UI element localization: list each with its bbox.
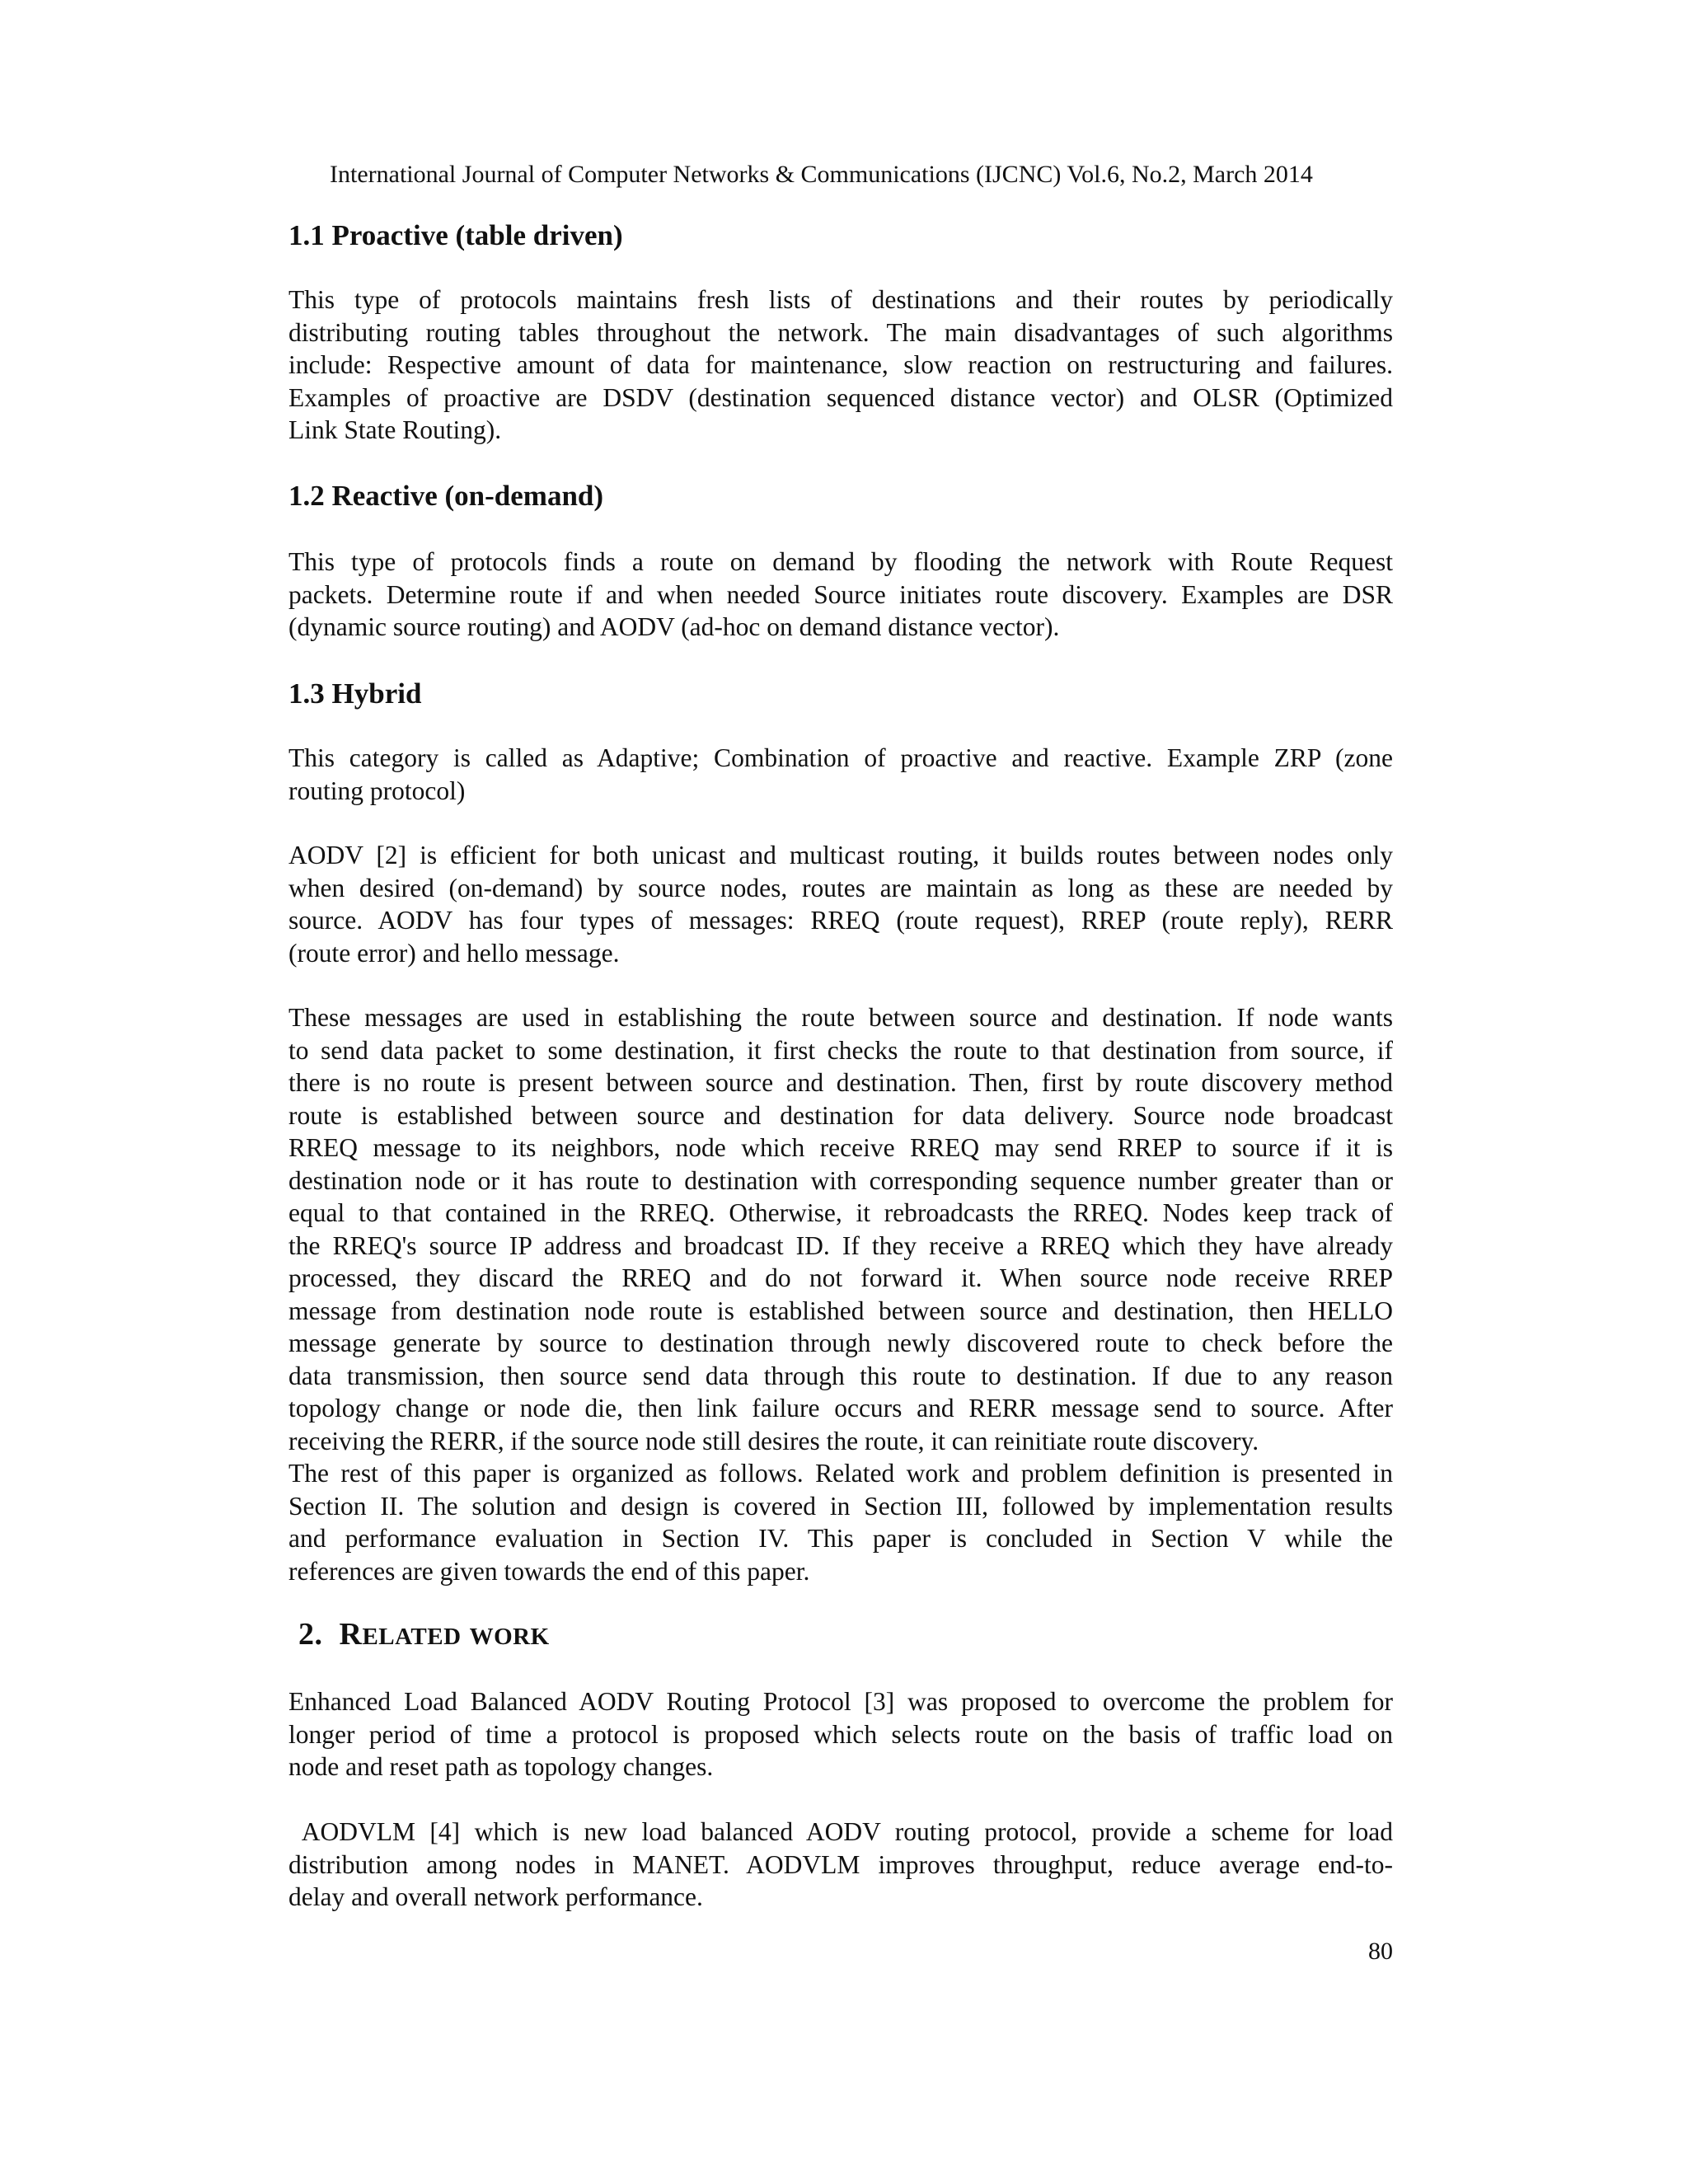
- text-line: distribution among nodes in MANET. AODVLM improves throughput, reduce average end-to-: [288, 1849, 1393, 1879]
- paragraph-related-work-2: [288, 1816, 1393, 1914]
- text-line: to send data packet to some destination, it first checks the route to that destination from source, if: [288, 1035, 1393, 1065]
- text-line: receiving the RERR, if the source node still desires the route, it can reinitiate route discovery.: [288, 1426, 1259, 1455]
- text-line: message generate by source to destination through newly discovered route to check before the: [288, 1329, 1393, 1357]
- paragraph-hybrid: [288, 742, 1393, 807]
- text-line: Link State Routing).: [288, 415, 502, 444]
- text-line: include: Respective amount of data for maintenance, slow reaction on restructuring and failures.: [288, 350, 1393, 379]
- text-line: processed, they discard the RREQ and do not forward it. When source node receive RREP: [288, 1263, 1393, 1292]
- text-line: message from destination node route is established between source and destination, then HELLO: [288, 1296, 1393, 1325]
- paragraph-related-work-1: [288, 1685, 1393, 1783]
- page-number: 80: [1368, 1938, 1393, 1965]
- heading-small-caps: ORK: [494, 1624, 550, 1650]
- text-line: delay and overall network performance.: [288, 1882, 703, 1911]
- text-line: routing protocol): [288, 776, 466, 805]
- text-line: node and reset path as topology changes.: [288, 1752, 714, 1781]
- heading-related-work: [298, 1615, 550, 1656]
- heading-hybrid: 1.3 Hybrid: [288, 677, 422, 710]
- text-line: These messages are used in establishing the route between source and destination. If node wants: [288, 1003, 1393, 1032]
- paragraph-aodv-messages: [288, 1001, 1393, 1457]
- paragraph-aodv-intro: [288, 839, 1393, 969]
- text-line: there is no route is present between source and destination. Then, first by route discovery method: [288, 1068, 1393, 1097]
- section-number: 2.: [298, 1617, 323, 1652]
- text-line: packets. Determine route if and when needed Source initiates route discovery. Examples are DSR: [288, 579, 1393, 609]
- text-line: source. AODV has four types of messages: RREQ (route request), RREP (route reply), RERR: [288, 906, 1393, 935]
- paragraph-organization: [288, 1457, 1393, 1587]
- running-header: International Journal of Computer Networks & Communications (IJCNC) Vol.6, No.2, March 2014: [330, 161, 1313, 188]
- paragraph-reactive: [288, 546, 1393, 644]
- heading-proactive: 1.1 Proactive (table driven): [288, 219, 623, 251]
- text-line: AODV [2] is efficient for both unicast and multicast routing, it builds routes between nodes only: [288, 841, 1393, 869]
- text-line: when desired (on-demand) by source nodes, routes are maintain as long as these are needed by: [288, 873, 1393, 902]
- text-line: destination node or it has route to destination with corresponding sequence number greater than or: [288, 1165, 1393, 1195]
- text-line: and performance evaluation in Section IV. This paper is concluded in Section V while the: [288, 1524, 1393, 1553]
- text-line: references are given towards the end of this paper.: [288, 1556, 810, 1586]
- heading-initial: W: [469, 1624, 495, 1650]
- heading-initial: R: [339, 1617, 363, 1652]
- paragraph-proactive: [288, 284, 1393, 447]
- text-line: distributing routing tables throughout the network. The main disadvantages of such algorithms: [288, 317, 1393, 347]
- text-line: The rest of this paper is organized as follows. Related work and problem definition is presented in: [288, 1459, 1393, 1488]
- text-line: Section II. The solution and design is covered in Section III, followed by implementation results: [288, 1491, 1393, 1521]
- text-line: the RREQ's source IP address and broadcast ID. If they receive a RREQ which they have already: [288, 1230, 1393, 1260]
- text-line: equal to that contained in the RREQ. Otherwise, it rebroadcasts the RREQ. Nodes keep track of: [288, 1198, 1393, 1227]
- text-line: This type of protocols finds a route on demand by flooding the network with Route Request: [288, 547, 1393, 576]
- text-line: longer period of time a protocol is proposed which selects route on the basis of traffic load on: [288, 1719, 1393, 1749]
- text-line: Examples of proactive are DSDV (destination sequenced distance vector) and OLSR (Optimized: [288, 382, 1393, 412]
- text-line: Enhanced Load Balanced AODV Routing Protocol [3] was proposed to overcome the problem for: [288, 1687, 1393, 1716]
- text-line: (route error) and hello message.: [288, 938, 620, 968]
- text-line: This type of protocols maintains fresh lists of destinations and their routes by periodically: [288, 285, 1393, 314]
- heading-reactive: 1.2 Reactive (on-demand): [288, 480, 604, 512]
- text-line: RREQ message to its neighbors, node which receive RREQ may send RREP to source if it is: [288, 1133, 1393, 1162]
- text-line: This category is called as Adaptive; Combination of proactive and reactive. Example ZRP (zone: [288, 743, 1393, 772]
- text-line: (dynamic source routing) and AODV (ad-hoc on demand distance vector).: [288, 612, 1060, 641]
- heading-small-caps: ELATED: [362, 1624, 462, 1650]
- text-line: data transmission, then source send data through this route to destination. If due to any reason: [288, 1361, 1393, 1390]
- text-line: AODVLM [4] which is new load balanced AODV routing protocol, provide a scheme for load: [288, 1817, 1393, 1846]
- text-line: topology change or node die, then link failure occurs and RERR message send to source. After: [288, 1394, 1393, 1422]
- text-line: route is established between source and destination for data delivery. Source node broadcast: [288, 1100, 1393, 1130]
